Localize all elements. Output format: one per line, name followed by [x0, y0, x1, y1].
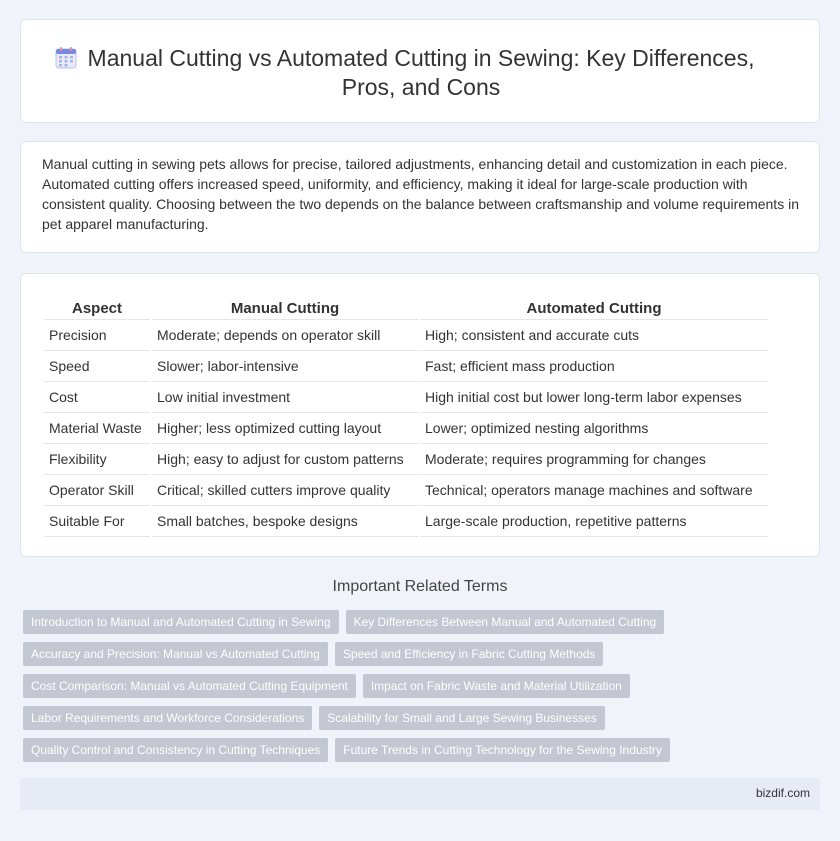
- related-tag[interactable]: Quality Control and Consistency in Cutting Techniques: [23, 738, 328, 762]
- footer-site-link[interactable]: bizdif.com: [755, 786, 810, 800]
- cell-aspect: Operator Skill: [44, 475, 150, 506]
- cell-aspect: Cost: [44, 382, 150, 413]
- related-tag[interactable]: Scalability for Small and Large Sewing Businesses: [319, 706, 604, 730]
- table-row: [44, 413, 768, 444]
- related-tag[interactable]: Accuracy and Precision: Manual vs Automated Cutting: [23, 642, 328, 666]
- summary-card: [20, 141, 820, 253]
- title-line-1: Manual Cutting vs Automated Cutting in Sewing: Key Differences,: [87, 45, 755, 71]
- header-automated: Automated Cutting: [420, 294, 768, 320]
- cell-manual: Critical; skilled cutters improve quality: [152, 475, 418, 506]
- table-row: [44, 506, 768, 537]
- table-row: [44, 444, 768, 475]
- header-card: [20, 19, 820, 123]
- related-tag[interactable]: Key Differences Between Manual and Automated Cutting: [346, 610, 665, 634]
- cell-automated: Technical; operators manage machines and software: [420, 475, 768, 506]
- related-tag[interactable]: Introduction to Manual and Automated Cutting in Sewing: [23, 610, 339, 634]
- cell-manual: Higher; less optimized cutting layout: [152, 413, 418, 444]
- summary-text: Manual cutting in sewing pets allows for precise, tailored adjustments, enhancing detail and customization in each piece. Automated cutting offers increased speed, uniformity, and efficiency, making it ideal for large-scale production with consistent quality. Choosing between the two depends on the balance between craftsmanship and volume requirements in pet apparel manufacturing.: [42, 156, 799, 232]
- footer: [20, 778, 820, 810]
- cell-automated: Fast; efficient mass production: [420, 351, 768, 382]
- title-line-2: Pros, and Cons: [341, 74, 501, 100]
- related-terms-title: Important Related Terms: [332, 578, 508, 595]
- page-title: [21, 44, 821, 102]
- related-terms-tags: [23, 610, 823, 770]
- cell-aspect: Precision: [44, 320, 150, 351]
- header-aspect: Aspect: [44, 294, 150, 320]
- related-tag[interactable]: Labor Requirements and Workforce Considerations: [23, 706, 312, 730]
- table-row: [44, 351, 768, 382]
- cell-automated: High; consistent and accurate cuts: [420, 320, 768, 351]
- cell-manual: Low initial investment: [152, 382, 418, 413]
- related-tag[interactable]: Future Trends in Cutting Technology for the Sewing Industry: [335, 738, 670, 762]
- cell-automated: Large-scale production, repetitive patterns: [420, 506, 768, 537]
- comparison-table: [42, 294, 770, 537]
- cell-aspect: Speed: [44, 351, 150, 382]
- related-tag[interactable]: Cost Comparison: Manual vs Automated Cutting Equipment: [23, 674, 356, 698]
- cell-aspect: Flexibility: [44, 444, 150, 475]
- cell-automated: Moderate; requires programming for changes: [420, 444, 768, 475]
- cell-automated: Lower; optimized nesting algorithms: [420, 413, 768, 444]
- cell-aspect: Material Waste: [44, 413, 150, 444]
- table-header-row: [44, 294, 768, 320]
- cell-manual: Moderate; depends on operator skill: [152, 320, 418, 351]
- cell-manual: Small batches, bespoke designs: [152, 506, 418, 537]
- table-row: [44, 320, 768, 351]
- table-row: [44, 382, 768, 413]
- related-tag[interactable]: Speed and Efficiency in Fabric Cutting Methods: [335, 642, 604, 666]
- cell-manual: High; easy to adjust for custom patterns: [152, 444, 418, 475]
- cell-automated: High initial cost but lower long-term labor expenses: [420, 382, 768, 413]
- header-manual: Manual Cutting: [152, 294, 418, 320]
- comparison-table-card: [20, 273, 820, 557]
- related-tag[interactable]: Impact on Fabric Waste and Material Utilization: [363, 674, 630, 698]
- cell-aspect: Suitable For: [44, 506, 150, 537]
- cell-manual: Slower; labor-intensive: [152, 351, 418, 382]
- table-row: [44, 475, 768, 506]
